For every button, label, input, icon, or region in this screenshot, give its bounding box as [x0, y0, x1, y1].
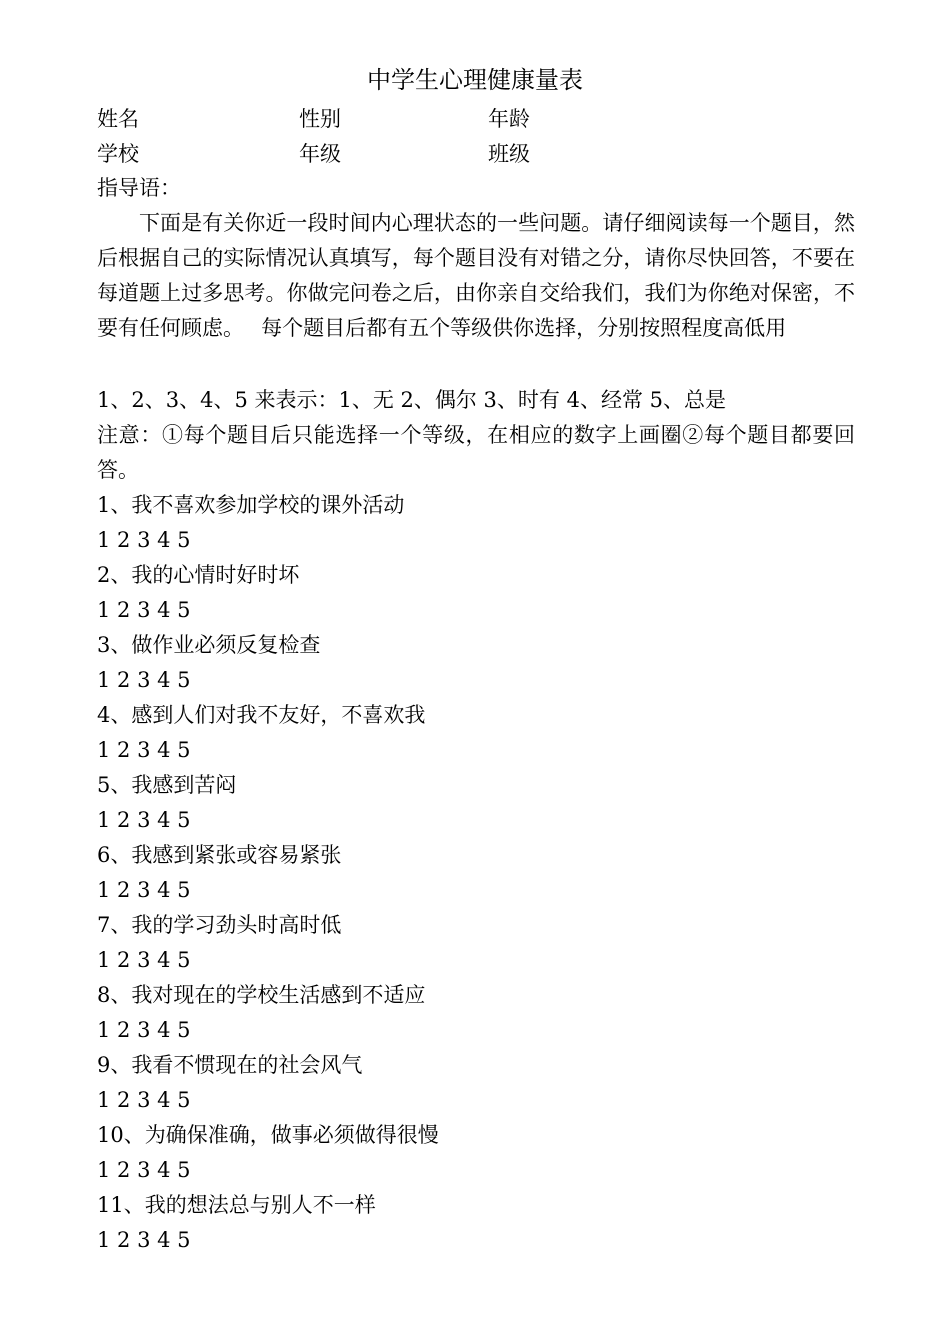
rating-scale[interactable]: 1 2 3 4 5 [97, 1088, 191, 1112]
rating-scale[interactable]: 1 2 3 4 5 [97, 598, 191, 622]
rating-scale[interactable]: 1 2 3 4 5 [97, 878, 191, 902]
note-paragraph: 注意：①每个题目后只能选择一个等级，在相应的数字上画圈②每个题目都要回答。 [97, 423, 855, 482]
rating-scale[interactable]: 1 2 3 4 5 [97, 1228, 191, 1252]
question-item [97, 558, 855, 628]
grade-label: 年级 [299, 142, 341, 166]
question-text: 5、我感到苦闷 [97, 773, 237, 797]
question-text: 3、做作业必须反复检查 [97, 633, 321, 657]
question-text: 10、为确保准确，做事必须做得很慢 [97, 1123, 439, 1147]
question-item [97, 908, 855, 978]
scale-description: 1、2、3、4、5 来表示：1、无 2、偶尔 3、时有 4、经常 5、总是 [97, 388, 726, 412]
question-text: 11、我的想法总与别人不一样 [97, 1193, 376, 1217]
question-text: 2、我的心情时好时坏 [97, 563, 300, 587]
question-text: 8、我对现在的学校生活感到不适应 [97, 983, 426, 1007]
rating-scale[interactable]: 1 2 3 4 5 [97, 528, 191, 552]
guide-label: 指导语： [97, 176, 181, 200]
question-item [97, 1048, 855, 1118]
question-item [97, 768, 855, 838]
class-label: 班级 [488, 142, 530, 166]
question-text: 4、感到人们对我不友好，不喜欢我 [97, 703, 426, 727]
question-item [97, 698, 855, 768]
rating-scale[interactable]: 1 2 3 4 5 [97, 808, 191, 832]
rating-scale[interactable]: 1 2 3 4 5 [97, 1158, 191, 1182]
intro-paragraph: 下面是有关你近一段时间内心理状态的一些问题。请仔细阅读每一个题目，然后根据自己的实际情况认真填写，每个题目没有对错之分，请你尽快回答，不要在每道题上过多思考。你做完问卷之后，由你亲自交给我们，我们为你绝对保密，不要有任何顾虑。 每个题目后都有五个等级供你选择，分别按照程度高低用 [97, 211, 855, 340]
question-list [97, 488, 855, 1258]
question-text: 1、我不喜欢参加学校的课外活动 [97, 493, 405, 517]
question-item [97, 1118, 855, 1188]
age-label: 年龄 [488, 107, 530, 131]
rating-scale[interactable]: 1 2 3 4 5 [97, 668, 191, 692]
question-text: 6、我感到紧张或容易紧张 [97, 843, 342, 867]
info-row-1 [97, 103, 857, 135]
gender-label: 性别 [299, 107, 341, 131]
question-item [97, 1188, 855, 1258]
question-text: 7、我的学习劲头时高时低 [97, 913, 342, 937]
question-item [97, 838, 855, 908]
question-item [97, 488, 855, 558]
name-label: 姓名 [97, 107, 139, 131]
question-item [97, 978, 855, 1048]
rating-scale[interactable]: 1 2 3 4 5 [97, 948, 191, 972]
school-label: 学校 [97, 142, 139, 166]
question-item [97, 628, 855, 698]
document-title: 中学生心理健康量表 [367, 66, 583, 94]
info-row-2 [97, 138, 857, 170]
rating-scale[interactable]: 1 2 3 4 5 [97, 738, 191, 762]
question-text: 9、我看不惯现在的社会风气 [97, 1053, 363, 1077]
rating-scale[interactable]: 1 2 3 4 5 [97, 1018, 191, 1042]
